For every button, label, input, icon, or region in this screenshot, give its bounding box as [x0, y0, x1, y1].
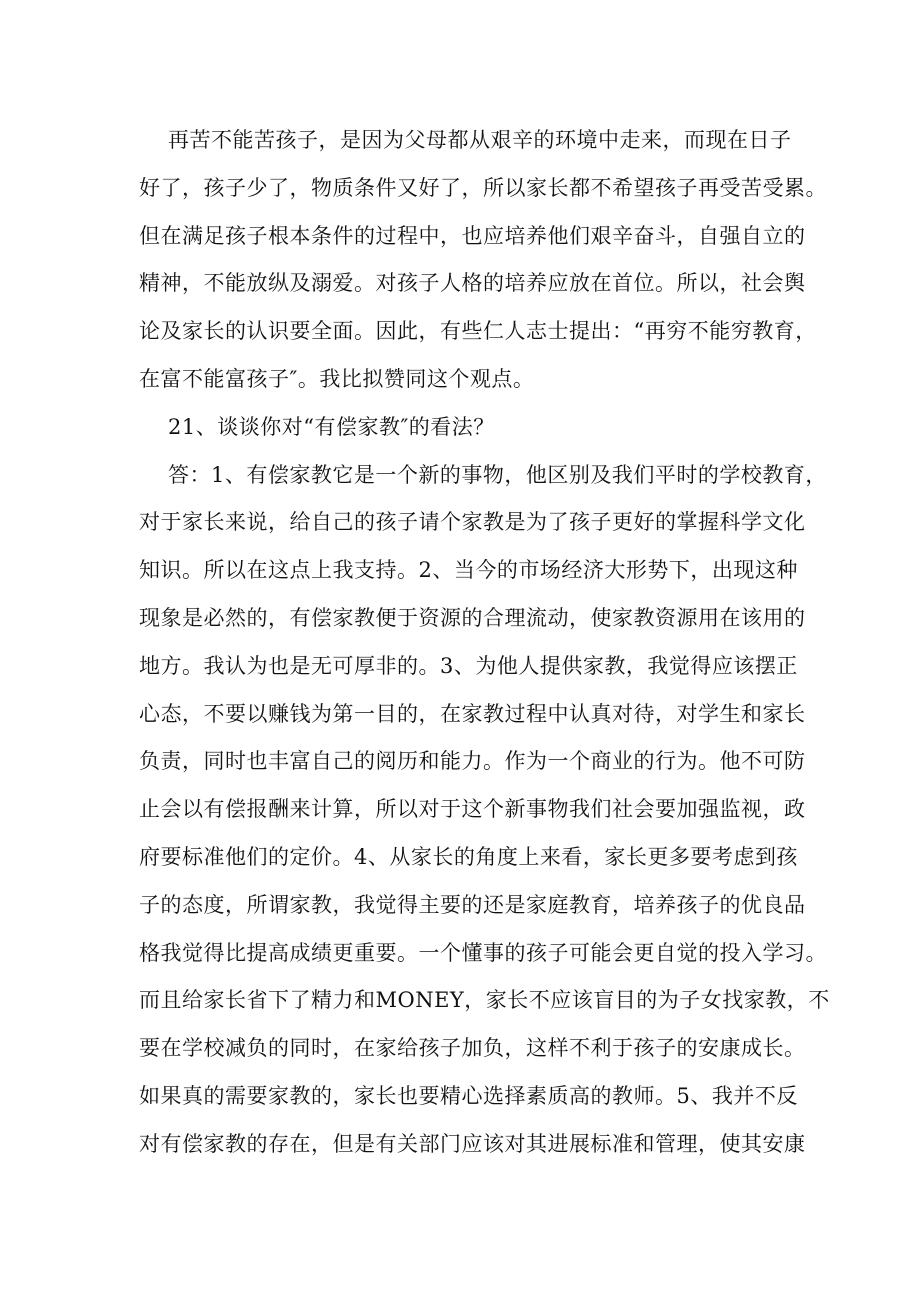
paragraph-line: 论及家长的认识要全面。因此，有些仁人志士提出：“再穷不能穷教育，: [139, 319, 817, 344]
paragraph-line: 对于家长来说，给自己的孩子请个家教是为了孩子更好的掌握科学文化: [139, 510, 806, 535]
paragraph-line: 而且给家长省下了精力和MONEY，家长不应该盲目的为子女找家教，不: [139, 988, 830, 1013]
paragraph-line: 答：1、有偿家教它是一个新的事物，他区别及我们平时的学校教育，: [168, 462, 827, 487]
paragraph-line: 知识。所以在这点上我支持。2、当今的市场经济大形势下，出现这种: [139, 558, 798, 583]
paragraph-line: 负责，同时也丰富自己的阅历和能力。作为一个商业的行为。他不可防: [139, 749, 806, 774]
paragraph-line: 格我觉得比提高成绩更重要。一个懂事的孩子可能会更自觉的投入学习。: [139, 940, 827, 965]
paragraph-line: 子的态度，所谓家教，我觉得主要的还是家庭教育，培养孩子的优良品: [139, 892, 806, 917]
question-heading: 21、谈谈你对“有偿家教″的看法？: [168, 414, 495, 439]
paragraph-line: 对有偿家教的存在，但是有关部门应该对其进展标准和管理，使其安康: [139, 1131, 806, 1156]
paragraph-line: 如果真的需要家教的，家长也要精心选择素质高的教师。5、我并不反: [139, 1083, 798, 1108]
paragraph-line: 但在满足孩子根本条件的过程中，也应培养他们艰辛奋斗，自强自立的: [139, 223, 806, 248]
paragraph-line: 心态，不要以赚钱为第一目的，在家教过程中认真对待，对学生和家长: [139, 701, 806, 726]
paragraph-line: 要在学校减负的同时，在家给孩子加负，这样不利于孩子的安康成长。: [139, 1036, 806, 1061]
paragraph-line: 再苦不能苦孩子，是因为父母都从艰辛的环境中走来，而现在日子: [168, 128, 792, 152]
paragraph-line: 在富不能富孩子″。我比拟赞同这个观点。: [139, 366, 535, 391]
paragraph-line: 地方。我认为也是无可厚非的。3、为他人提供家教，我觉得应该摆正: [139, 653, 798, 678]
paragraph-line: 精神，不能放纵及溺爱。对孩子人格的培养应放在首位。所以，社会舆: [139, 271, 806, 296]
body-text: [139, 117, 830, 1169]
paragraph-line: 止会以有偿报酬来计算，所以对于这个新事物我们社会要加强监视，政: [139, 797, 806, 822]
paragraph-line: 现象是必然的，有偿家教便于资源的合理流动，使家教资源用在该用的: [139, 605, 806, 630]
paragraph-line: 府要标准他们的定价。4、从家长的角度上来看，家长更多要考虑到孩: [139, 844, 798, 869]
paragraph-line: 好了，孩子少了，物质条件又好了，所以家长都不希望孩子再受苦受累。: [139, 175, 827, 200]
